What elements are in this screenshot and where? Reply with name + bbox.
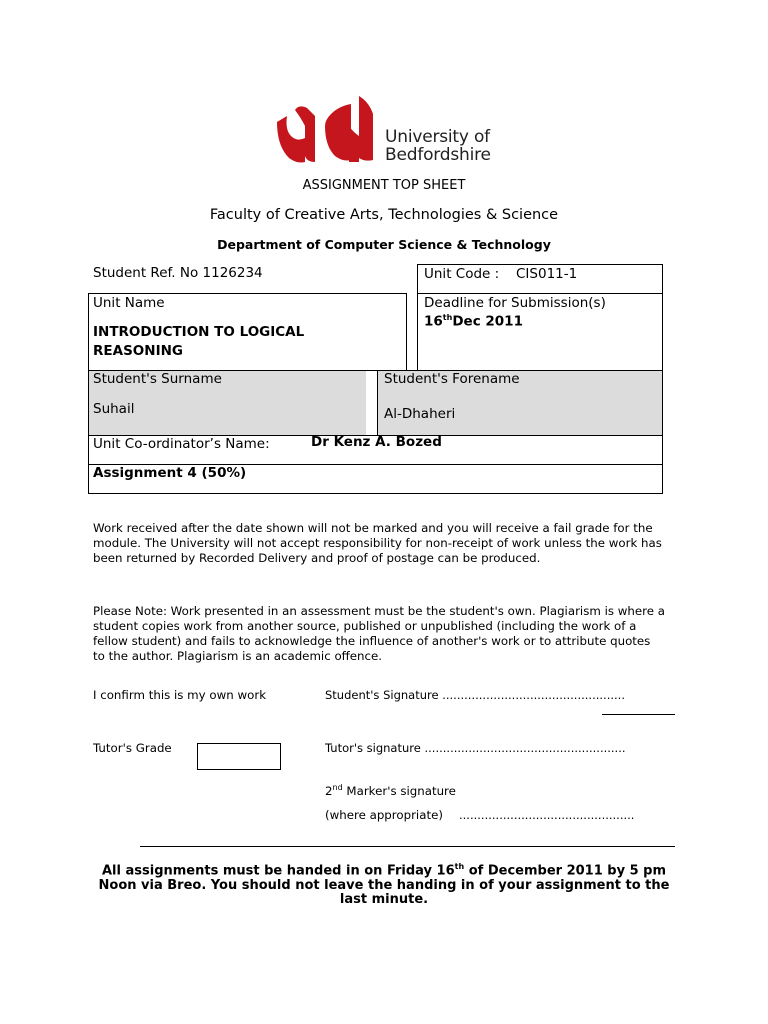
deadline-sup: th bbox=[442, 313, 453, 322]
coordinator-value: Dr Kenz A. Bozed bbox=[311, 434, 442, 450]
late-work-note: Work received after the date shown will not be marked and you will receive a fail grade for the module. The University will not accept responsibility for non-receipt of work unless the work has been returned by Recorded Delivery and proof of postage can be produced. bbox=[93, 521, 662, 565]
deadline-rest: Dec 2011 bbox=[452, 313, 523, 330]
unit-name-value: INTRODUCTION TO LOGICAL REASONING bbox=[93, 324, 305, 359]
page-title: ASSIGNMENT TOP SHEET bbox=[302, 178, 466, 193]
confirm-label: I confirm this is my own work bbox=[93, 688, 267, 702]
deadline-cell bbox=[417, 293, 663, 371]
department-heading: Department of Computer Science & Technology bbox=[217, 237, 551, 252]
coordinator-label: Unit Co-ordinator’s Name: bbox=[93, 436, 270, 452]
assignment-title: Assignment 4 (50%) bbox=[93, 465, 247, 481]
footer-line-1a: All assignments must be handed in on Friday 16 bbox=[101, 863, 455, 879]
footer-line-3: last minute. bbox=[339, 892, 429, 908]
unit-code-value: CIS011-1 bbox=[516, 266, 578, 282]
footer-notice bbox=[0, 860, 768, 908]
second-marker-label bbox=[325, 780, 456, 799]
cell-gap bbox=[366, 370, 377, 436]
deadline-day: 16 bbox=[424, 313, 443, 330]
marker-sup: nd bbox=[332, 783, 343, 792]
unit-name-cell bbox=[88, 293, 407, 371]
marker-sig-text: Marker's signature bbox=[346, 783, 456, 798]
surname-cell bbox=[88, 370, 367, 436]
unit-name-label: Unit Name bbox=[93, 295, 165, 311]
tutor-signature-line[interactable]: Tutor's signature ....................................................... bbox=[325, 741, 626, 755]
coordinator-cell bbox=[88, 435, 663, 465]
forename-label: Student's Forename bbox=[384, 371, 520, 387]
tutor-grade-label: Tutor's Grade bbox=[93, 741, 172, 755]
logo-line-2: Bedfordshire bbox=[385, 145, 491, 165]
footer-line-2: Noon via Breo. You should not leave the handing in of your assignment to the bbox=[98, 877, 670, 893]
footer-line-1 bbox=[0, 860, 768, 879]
signature-underline bbox=[602, 714, 675, 715]
marker-num: 2 bbox=[325, 783, 333, 798]
where-appropriate-label: (where appropriate) bbox=[325, 808, 443, 822]
deadline-value bbox=[424, 313, 523, 330]
logo-wordmark bbox=[385, 128, 491, 164]
forename-cell bbox=[377, 370, 663, 436]
tutor-grade-box[interactable] bbox=[197, 743, 281, 770]
unit-code-label: Unit Code : bbox=[424, 266, 500, 282]
deadline-label: Deadline for Submission(s) bbox=[424, 295, 606, 311]
assignment-cell bbox=[88, 464, 663, 494]
footer-sup: th bbox=[454, 862, 465, 871]
surname-label: Student's Surname bbox=[93, 371, 222, 387]
forename-value: Al-Dhaheri bbox=[384, 406, 456, 422]
unit-code-cell bbox=[417, 264, 663, 294]
logo-line-1: University of bbox=[385, 127, 490, 147]
divider-line bbox=[140, 846, 675, 847]
student-signature-line[interactable]: Student's Signature .................................................. bbox=[325, 688, 625, 702]
student-ref: Student Ref. No 1126234 bbox=[93, 265, 263, 281]
plagiarism-note: Please Note: Work presented in an assessment must be the student's own. Plagiarism is where a student copies work from another source, published or unpublished (including the work of a fellow student) and fails to acknowledge the influence of another's work or to attribute quotes to the author. Plagiarism is an academic offence. bbox=[93, 604, 665, 663]
faculty-heading: Faculty of Creative Arts, Technologies & Science bbox=[209, 207, 559, 223]
footer-line-1b: of December 2011 by 5 pm bbox=[468, 863, 667, 879]
second-marker-signature-line[interactable]: ................................................ bbox=[459, 808, 635, 822]
surname-value: Suhail bbox=[93, 401, 135, 417]
